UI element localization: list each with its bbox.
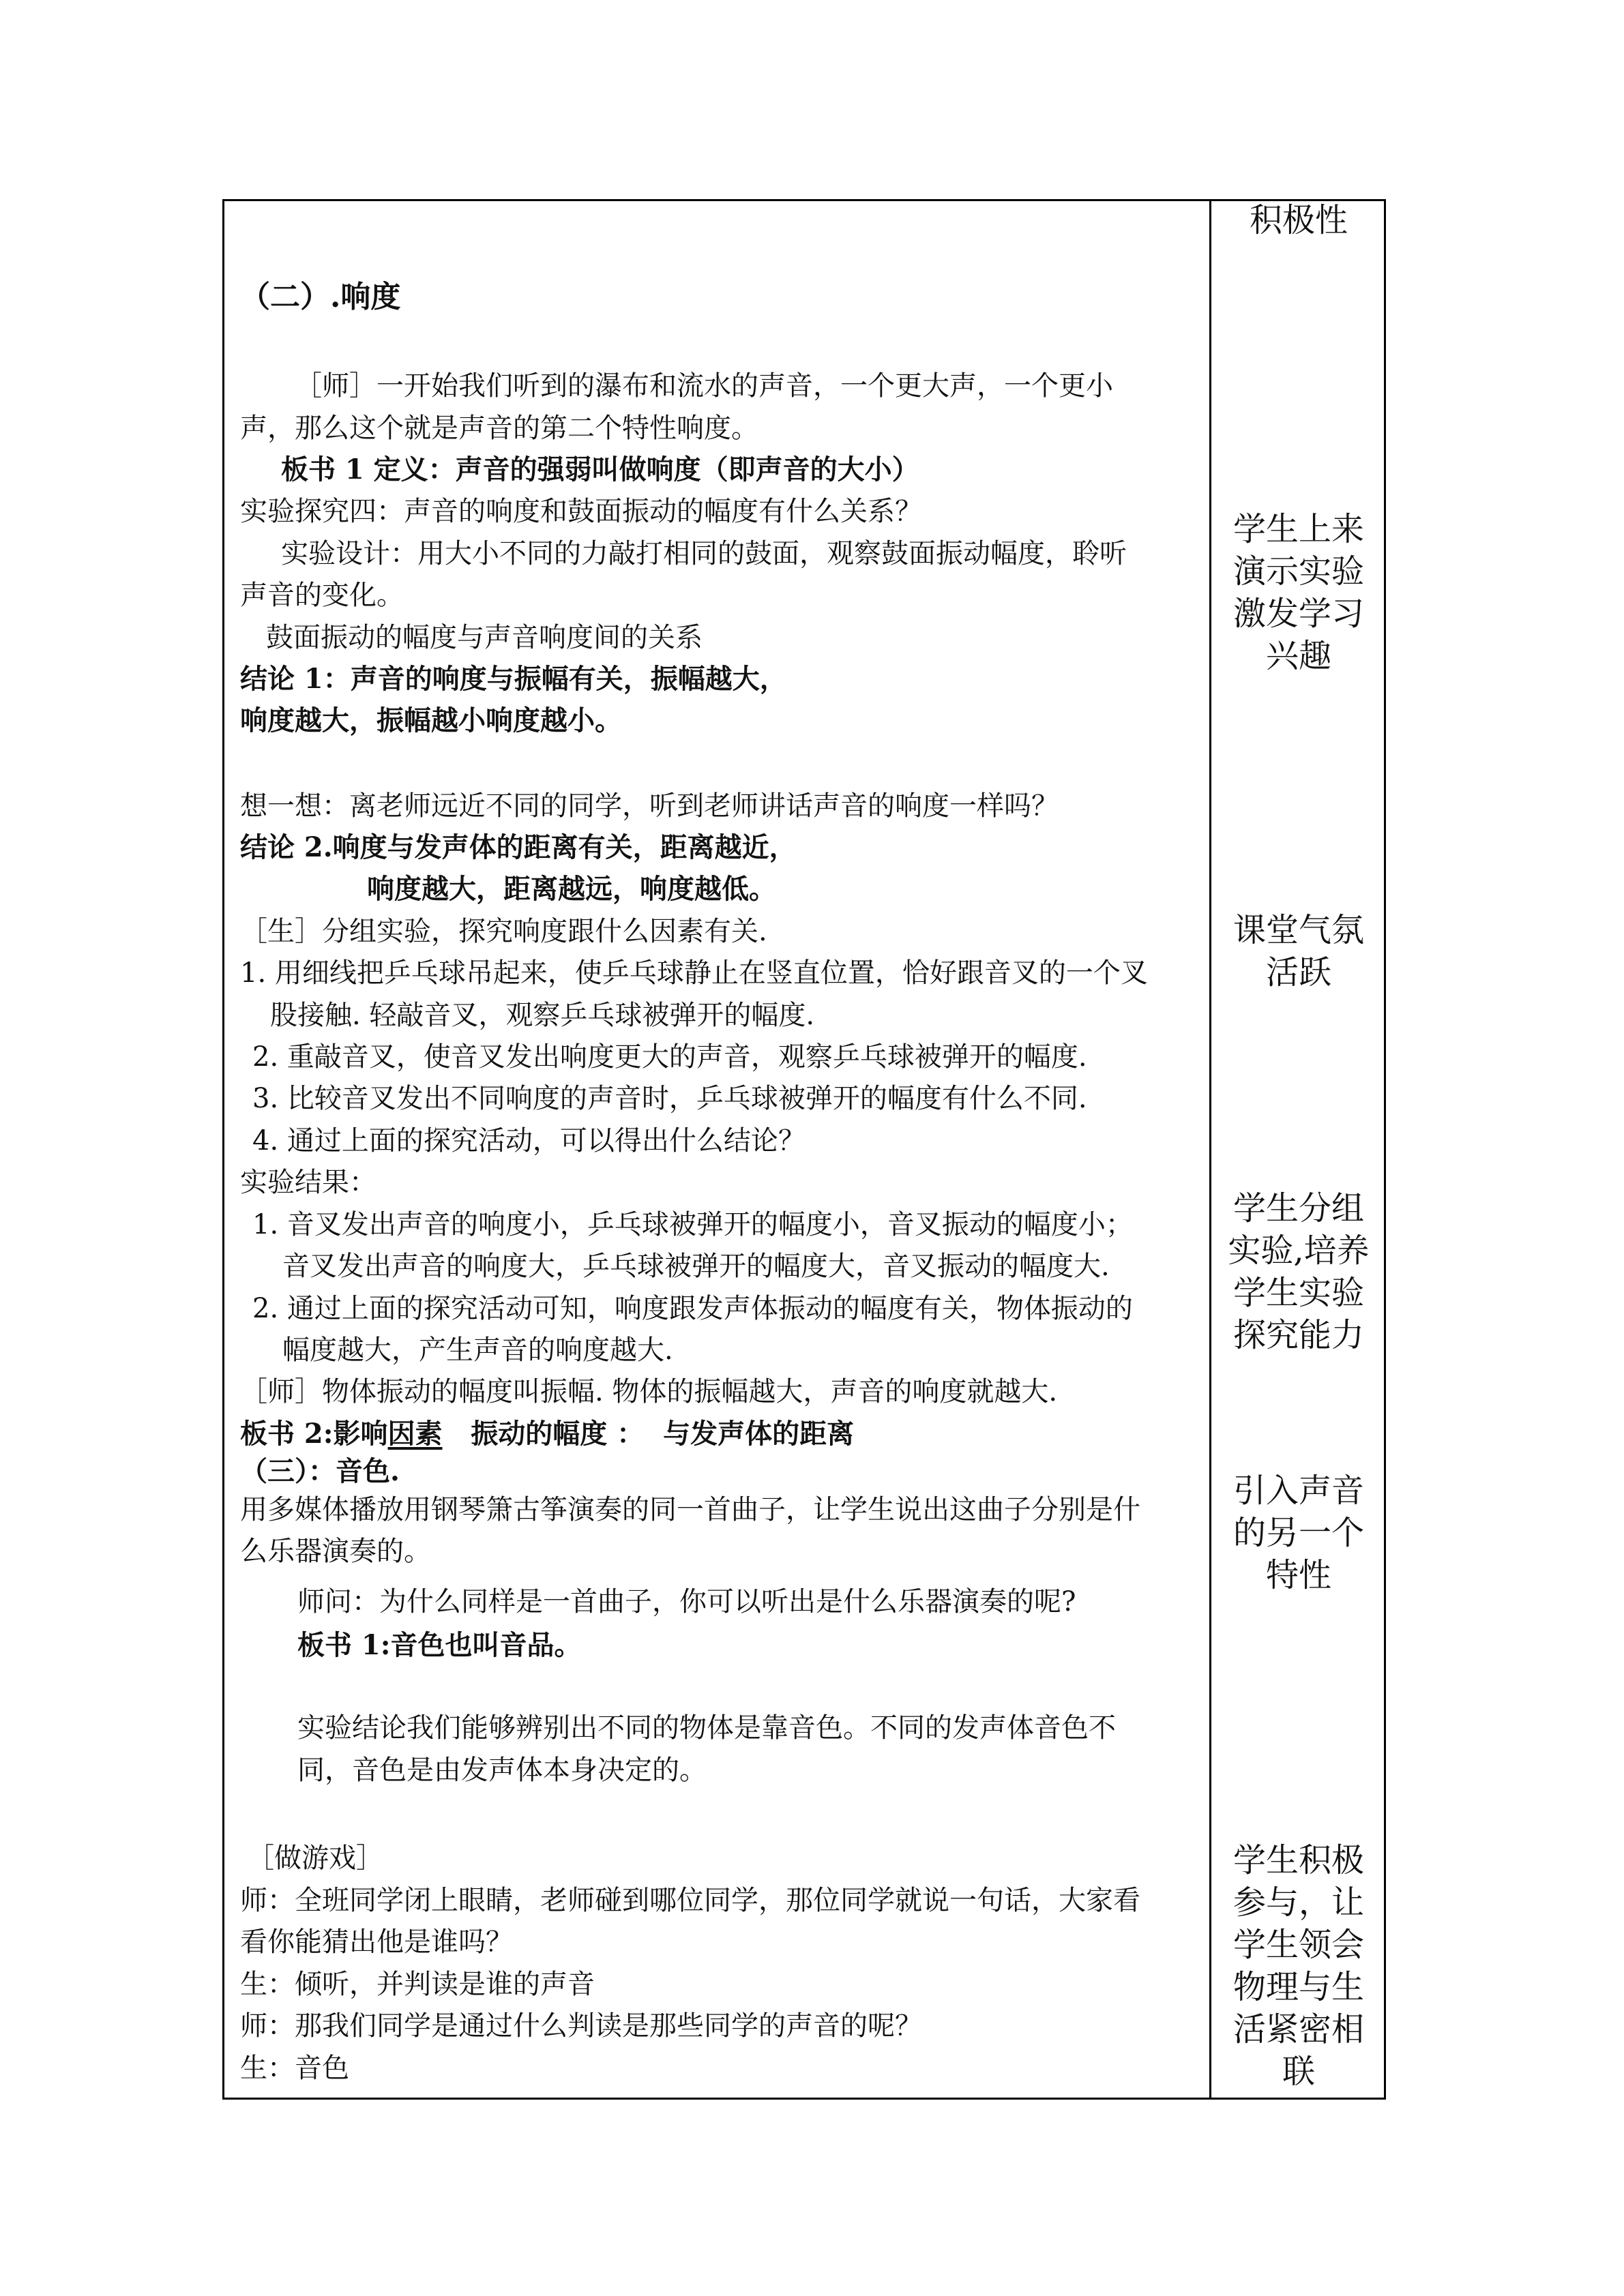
conclusion-2b: 响度越大，距离越远，响度越低。 xyxy=(367,873,776,905)
board-note-2: 板书 2:影响因素 振动的幅度 ： 与发声体的距离 xyxy=(240,1418,855,1450)
conclusion-2a: 结论 2.响度与发声体的距离有关，距离越近， xyxy=(240,831,797,863)
text-line: ［师］一开始我们听到的瀑布和流水的声音，一个更大声，一个更小 xyxy=(295,370,1113,402)
side-note: 积极性 xyxy=(1249,201,1348,239)
text-line: ［生］分组实验，探究响度跟什么因素有关. xyxy=(240,916,767,947)
text-line: 想一想：离老师远近不同的同学，听到老师讲话声音的响度一样吗？ xyxy=(240,790,1059,822)
list-item: 幅度越大，产生声音的响度越大. xyxy=(282,1335,673,1366)
board-note-1: 板书 1 定义：声音的强弱叫做响度（即声音的大小） xyxy=(281,453,919,486)
text-line: ［师］物体振动的幅度叫振幅. 物体的振幅越大，声音的响度就越大. xyxy=(240,1376,1058,1407)
list-item: 2. 重敲音叉，使音叉发出响度更大的声音，观察乒乓球被弹开的幅度. xyxy=(252,1041,1087,1073)
text-line: 看你能猜出他是谁吗？ xyxy=(240,1926,513,1958)
text-line: ［做游戏］ xyxy=(247,1843,383,1874)
conclusion-1b: 响度越大，振幅越小响度越小。 xyxy=(240,704,622,736)
text-line: 同，音色是由发声体本身决定的。 xyxy=(297,1755,707,1786)
list-item: 1. 用细线把乒乓球吊起来，使乒乓球静止在竖直位置，恰好跟音叉的一个叉 xyxy=(240,957,1148,989)
text-line: 实验结果： xyxy=(240,1167,377,1198)
text-line: 师：那我们同学是通过什么判读是那些同学的声音的呢？ xyxy=(240,2010,922,2042)
text-line: 实验设计：用大小不同的力敲打相同的鼓面，观察鼓面振动幅度，聆听 xyxy=(281,538,1127,569)
list-item: 股接触. 轻敲音叉，观察乒乓球被弹开的幅度. xyxy=(270,1000,815,1031)
section-heading-loudness: （二）.响度 xyxy=(240,280,401,314)
text-line: 实验探究四：声音的响度和鼓面振动的幅度有什么关系？ xyxy=(240,496,922,527)
text-line: 声，那么这个就是声音的第二个特性响度。 xyxy=(240,413,758,444)
text-line: 生：音色 xyxy=(240,2053,349,2084)
side-note: 课堂气氛 活跃 xyxy=(1232,911,1364,992)
board-note-3: 板书 1:音色也叫音品。 xyxy=(297,1629,582,1661)
list-item: 4. 通过上面的探究活动，可以得出什么结论？ xyxy=(252,1125,806,1157)
text-line: 实验结论我们能够辨别出不同的物体是靠音色。不同的发声体音色不 xyxy=(297,1712,1116,1744)
conclusion-1a: 结论 1：声音的响度与振幅有关，振幅越大， xyxy=(240,663,787,695)
side-note: 学生分组 实验,培养 学生实验 探究能力 xyxy=(1228,1189,1370,1354)
side-note: 学生上来 演示实验 激发学习 兴趣 xyxy=(1232,510,1364,675)
text-line: 生：倾听，并判读是谁的声音 xyxy=(240,1969,595,2000)
section-heading-timbre: （三）：音色. xyxy=(240,1455,400,1487)
side-note: 学生积极 参与，让 学生领会 物理与生 活紧密相 联 xyxy=(1232,1841,1364,2091)
text-line: 师问：为什么同样是一首曲子，你可以听出是什么乐器演奏的呢? xyxy=(297,1586,1076,1617)
text-line: 声音的变化。 xyxy=(240,580,404,611)
text-line: 用多媒体播放用钢琴箫古筝演奏的同一首曲子，让学生说出这曲子分别是什 xyxy=(240,1494,1140,1525)
list-item: 音叉发出声音的响度大，乒乓球被弹开的幅度大，音叉振动的幅度大. xyxy=(282,1251,1110,1282)
list-item: 1. 音叉发出声音的响度小，乒乓球被弹开的幅度小，音叉振动的幅度小； xyxy=(252,1209,1133,1240)
text-line: 鼓面振动的幅度与声音响度间的关系 xyxy=(266,622,703,653)
column-divider xyxy=(1209,199,1211,2100)
text-line: 师：全班同学闭上眼睛，老师碰到哪位同学，那位同学就说一句话，大家看 xyxy=(240,1885,1140,1916)
list-item: 3. 比较音叉发出不同响度的声音时，乒乓球被弹开的幅度有什么不同. xyxy=(252,1083,1087,1114)
text-line: 么乐器演奏的。 xyxy=(240,1536,431,1567)
list-item: 2. 通过上面的探究活动可知，响度跟发声体振动的幅度有关，物体振动的 xyxy=(252,1293,1133,1324)
side-note: 引入声音 的另一个 特性 xyxy=(1232,1472,1364,1594)
